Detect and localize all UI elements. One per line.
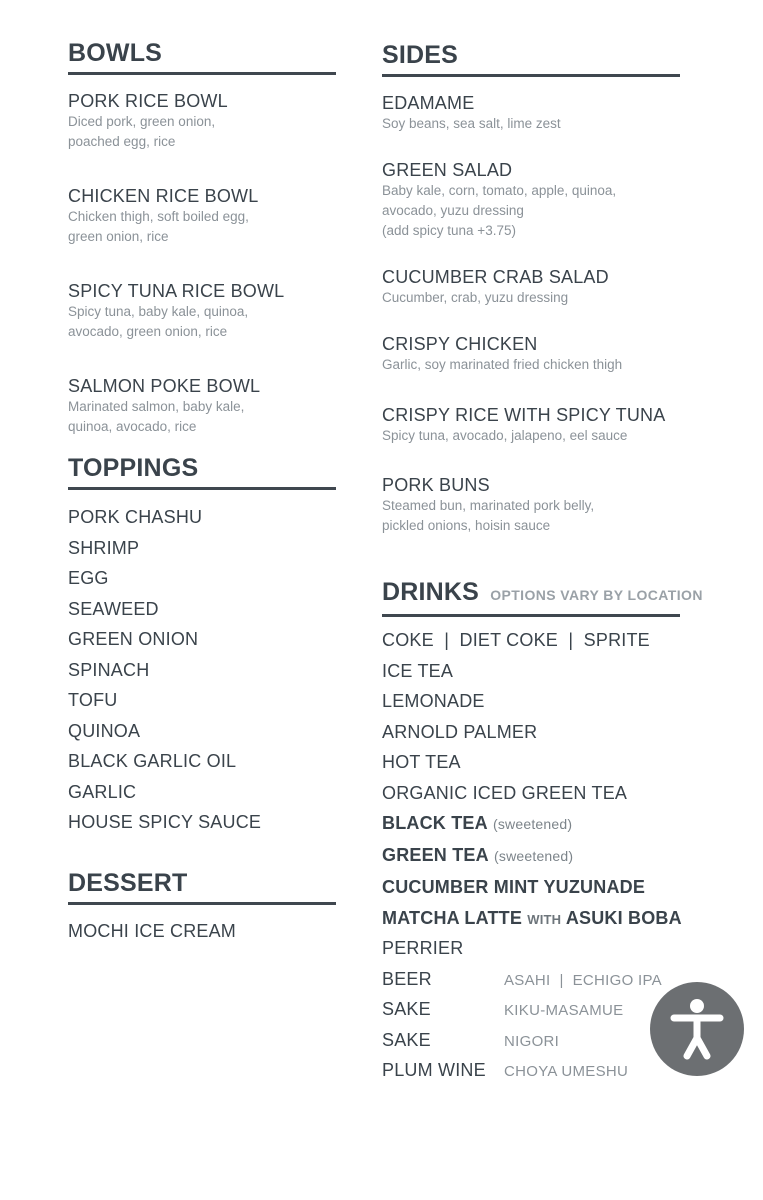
list-item: SPINACH: [68, 659, 150, 680]
drink-option: NIGORI: [504, 1032, 560, 1050]
menu-item: [382, 404, 680, 474]
item-description: Diced pork, green onion,: [68, 114, 216, 129]
list-item: HOUSE SPICY SAUCE: [68, 812, 262, 832]
item-description: avocado, yuzu dressing: [382, 203, 524, 218]
item-description: poached egg, rice: [68, 134, 176, 149]
drink-type: PLUM WINE: [382, 1060, 486, 1080]
item-description: (add spicy tuna +3.75): [382, 223, 516, 238]
item-name: CUCUMBER CRAB SALAD: [382, 267, 609, 287]
drink-name: ASUKI BOBA: [565, 907, 682, 928]
drink-note: (sweetened): [494, 848, 574, 864]
list-item: [382, 907, 680, 938]
drink-type: SAKE: [382, 1029, 431, 1050]
list-item: GREEN ONION: [68, 629, 199, 649]
menu-item: [68, 375, 336, 453]
drink-name: MATCHA LATTE: [382, 907, 523, 928]
list-item: [382, 968, 680, 999]
item-description: Marinated salmon, baby kale,: [68, 399, 245, 414]
drinks-subtitle: OPTIONS VARY BY LOCATION: [490, 587, 703, 603]
item-name: CHICKEN RICE BOWL: [68, 186, 259, 206]
list-item: EGG: [68, 568, 109, 588]
menu-item: [382, 92, 680, 159]
toppings-list: [68, 506, 336, 842]
sides-list: [382, 92, 680, 577]
list-item: ORGANIC ICED GREEN TEA: [382, 782, 628, 803]
drink-option: CHOYA UMESHU: [504, 1063, 629, 1080]
list-item: MOCHI ICE CREAM: [68, 920, 237, 941]
menu-item: [382, 333, 680, 404]
list-item: CUCUMBER MINT YUZUNADE: [382, 877, 646, 897]
menu-item: [68, 90, 336, 185]
item-description: Garlic, soy marinated fried chicken thigh: [382, 357, 623, 372]
accessibility-button[interactable]: [650, 982, 744, 1076]
item-description: Steamed bun, marinated pork belly,: [382, 498, 595, 513]
list-item: HOT TEA: [382, 752, 461, 772]
list-item: [382, 844, 680, 876]
drinks-heading: [382, 577, 703, 617]
item-name: PORK RICE BOWL: [68, 91, 228, 111]
menu-item: [68, 185, 336, 280]
list-item: COKE | DIET COKE | SPRITE: [382, 630, 650, 650]
menu-item: [382, 266, 680, 333]
bowls-list: [68, 90, 336, 453]
list-item: PERRIER: [382, 938, 464, 958]
menu-item: [382, 159, 680, 266]
drink-name: BLACK TEA: [382, 813, 488, 833]
item-description: Cucumber, crab, yuzu dressing: [382, 290, 569, 305]
drink-name: GREEN TEA: [382, 845, 489, 865]
drink-note: (sweetened): [493, 816, 573, 832]
list-item: PORK CHASHU: [68, 507, 203, 527]
list-item: TOFU: [68, 690, 118, 710]
drink-option: ASAHI | ECHIGO IPA: [504, 971, 662, 989]
item-name: SPICY TUNA RICE BOWL: [68, 281, 285, 301]
accessibility-icon: [650, 982, 744, 1076]
item-description: quinoa, avocado, rice: [68, 419, 197, 434]
right-column: [382, 40, 703, 1090]
bowls-heading: BOWLS: [68, 38, 336, 75]
item-name: SALMON POKE BOWL: [68, 376, 261, 396]
item-description: Baby kale, corn, tomato, apple, quinoa,: [382, 183, 617, 198]
list-item: QUINOA: [68, 720, 141, 741]
toppings-heading: TOPPINGS: [68, 453, 336, 490]
item-description: green onion, rice: [68, 229, 169, 244]
list-item: SEAWEED: [68, 598, 159, 619]
drink-type: SAKE: [382, 999, 431, 1019]
item-description: Soy beans, sea salt, lime zest: [382, 116, 561, 131]
list-item: [382, 812, 680, 844]
list-item: SHRIMP: [68, 537, 140, 558]
list-item: ARNOLD PALMER: [382, 721, 538, 742]
list-item: GARLIC: [68, 781, 137, 802]
list-item: BLACK GARLIC OIL: [68, 751, 237, 771]
menu-item: [68, 280, 336, 375]
item-name: CRISPY CHICKEN: [382, 334, 538, 354]
list-item: ICE TEA: [382, 660, 454, 681]
item-description: Spicy tuna, avocado, jalapeno, eel sauce: [382, 428, 628, 443]
drink-option: KIKU-MASAMUE: [504, 1002, 624, 1019]
item-description: pickled onions, hoisin sauce: [382, 518, 551, 533]
drink-type: BEER: [382, 968, 432, 989]
item-name: PORK BUNS: [382, 475, 490, 495]
dessert-heading: DESSERT: [68, 868, 336, 905]
item-description: Chicken thigh, soft boiled egg,: [68, 209, 249, 224]
drinks-title: DRINKS: [382, 578, 480, 606]
sides-heading: SIDES: [382, 40, 680, 77]
drink-connector: WITH: [527, 911, 562, 927]
item-description: Spicy tuna, baby kale, quinoa,: [68, 304, 249, 319]
left-column: [68, 38, 336, 950]
list-item: [382, 1029, 680, 1060]
list-item: [382, 998, 680, 1029]
drinks-list: [382, 629, 680, 1090]
item-name: CRISPY RICE WITH SPICY TUNA: [382, 405, 666, 425]
list-item: LEMONADE: [382, 691, 485, 711]
item-description: avocado, green onion, rice: [68, 324, 228, 339]
item-name: EDAMAME: [382, 93, 475, 113]
item-name: GREEN SALAD: [382, 160, 513, 180]
dessert-list: [68, 920, 336, 951]
list-item: [382, 1059, 680, 1090]
menu-item: [382, 474, 680, 577]
